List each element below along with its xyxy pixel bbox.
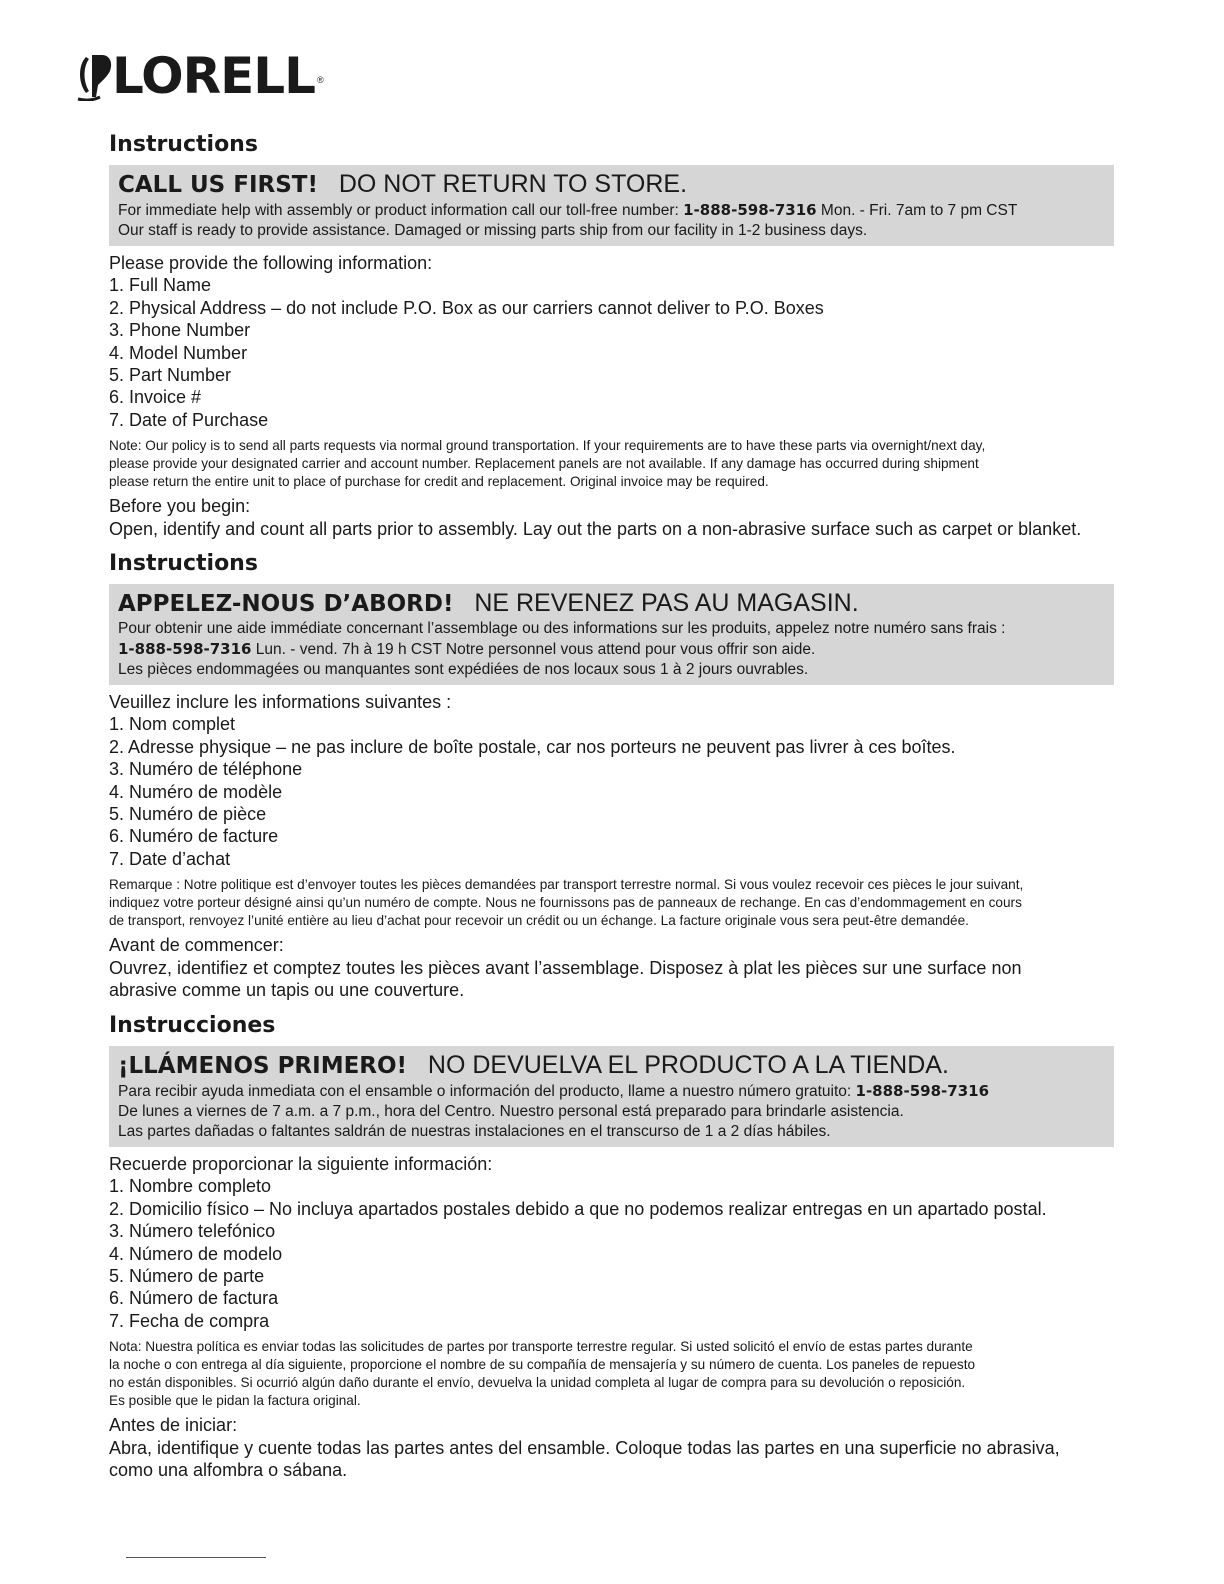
call-line: Les pièces endommagées ou manquantes sont expédiées de nos locaux sous 1 à 2 jours ouvrables.: [118, 661, 809, 678]
phone-number: 1-888-598-7316: [683, 201, 817, 219]
list-item: 4. Numéro de modèle: [109, 781, 283, 802]
policy-note: Note: Our policy is to send all parts requests via normal ground transportation. If your requirements are to have these parts via overnight/next day, please provide your designated carrier and account number. Replacement panels are not available. If any damage has occurred during shipment please return the entire unit to place of purchase for credit and replacement. Original invoice may be required.: [109, 438, 986, 490]
section-title: Instrucciones: [109, 1013, 276, 1038]
call-line: 1-888-598-7316 Lun. - vend. 7h à 19 h CST Notre personnel vous attend pour vous offrir son aide.: [118, 640, 816, 658]
before-text: Open, identify and count all parts prior to assembly. Lay out the parts on a non-abrasive surface such as carpet or blanket.: [109, 518, 1082, 539]
list-item: 3. Número telefónico: [109, 1221, 276, 1242]
list-item: 1. Nom complet: [109, 714, 236, 735]
list-item: 2. Physical Address – do not include P.O. Box as our carriers cannot deliver to P.O. Boxes: [109, 297, 824, 318]
brand-logo: [76, 48, 324, 104]
info-list: [109, 713, 1129, 870]
call-heading: [118, 588, 1105, 619]
call-line: For immediate help with assembly or product information call our toll-free number: 1-888-598-7316 Mon. - Fri. 7am to 7 pm CST: [118, 201, 1018, 219]
info-intro: Veuillez inclure les informations suivantes :: [109, 692, 452, 712]
list-item: 2. Domicilio físico – No incluya apartados postales debido a que no podemos realizar entregas en un apartado postal.: [109, 1198, 1047, 1219]
section-title: Instructions: [109, 551, 258, 576]
list-item: 4. Número de modelo: [109, 1243, 283, 1264]
call-us-box: [109, 165, 1114, 246]
phone-number: 1-888-598-7316: [118, 640, 252, 658]
before-title: Antes de iniciar:: [109, 1415, 238, 1436]
call-line: Para recibir ayuda inmediata con el ensamble o información del producto, llame a nuestro número gratuito: 1-888-598-7316: [118, 1082, 989, 1100]
call-line: Las partes dañadas o faltantes saldrán de nuestras instalaciones en el transcurso de 1 a 2 días hábiles.: [118, 1123, 831, 1140]
list-item: 6. Numéro de facture: [109, 826, 279, 847]
info-intro: Please provide the following information:: [109, 253, 433, 273]
call-heading-bold: CALL US FIRST!: [118, 172, 318, 198]
list-item: 1. Nombre completo: [109, 1176, 272, 1197]
before-text: Ouvrez, identifiez et comptez toutes les pièces avant l’assemblage. Disposez à plat les pièces sur une surface non: [109, 957, 1022, 978]
list-item: 5. Part Number: [109, 365, 232, 386]
call-heading-rest: NE REVENEZ PAS AU MAGASIN.: [474, 589, 859, 617]
list-item: 6. Número de factura: [109, 1288, 279, 1309]
before-title: Before you begin:: [109, 496, 251, 517]
call-us-box: [109, 1046, 1114, 1147]
brand-name: LORELL: [112, 47, 315, 105]
list-item: 2. Adresse physique – ne pas inclure de boîte postale, car nos porteurs ne peuvent pas livrer à ces boîtes.: [109, 736, 956, 757]
list-item: 5. Número de parte: [109, 1266, 265, 1287]
lorell-mark-icon: [76, 51, 114, 101]
call-line: De lunes a viernes de 7 a.m. a 7 p.m., hora del Centro. Nuestro personal está preparado para brindarle asistencia.: [118, 1103, 904, 1120]
section-french: [109, 550, 1129, 1001]
call-heading: [118, 1050, 1105, 1081]
footer-rule: [126, 1557, 266, 1558]
call-heading: [118, 169, 1105, 200]
before-text: como una alfombra o sábana.: [109, 1460, 348, 1481]
section-english: [109, 131, 1129, 540]
before-text: abrasive comme un tapis ou une couverture.: [109, 980, 465, 1001]
call-heading-bold: APPELEZ-NOUS D’ABORD!: [118, 591, 454, 617]
call-us-box: [109, 584, 1114, 685]
list-item: 7. Date of Purchase: [109, 409, 269, 430]
call-line: Our staff is ready to provide assistance. Damaged or missing parts ship from our facility in 1-2 business days.: [118, 222, 868, 239]
call-heading-bold: ¡LLÁMENOS PRIMERO!: [118, 1053, 408, 1079]
before-title: Avant de commencer:: [109, 935, 284, 956]
info-list: [109, 274, 1129, 431]
call-heading-rest: DO NOT RETURN TO STORE.: [338, 170, 688, 198]
policy-note: Nota: Nuestra política es enviar todas las solicitudes de partes por transporte terrestre regular. Si usted solicitó el envío de estas partes durante la noche o con entrega al día siguiente, proporcione el nombre de su compañía de mensajería y su número de cuenta. Los paneles de repuesto no están disponibles. Si ocurrió algún daño durante el envío, devuelva la unidad completa al lugar de compra para su devolución o reposición. Es posible que le pidan la factura original.: [109, 1339, 976, 1409]
list-item: 7. Date d’achat: [109, 848, 231, 869]
info-intro: Recuerde proporcionar la siguiente información:: [109, 1154, 493, 1174]
phone-number: 1-888-598-7316: [855, 1082, 989, 1100]
call-heading-rest: NO DEVUELVA EL PRODUCTO A LA TIENDA.: [427, 1051, 949, 1079]
list-item: 4. Model Number: [109, 342, 248, 363]
registered-mark: ®: [316, 75, 324, 85]
list-item: 3. Numéro de téléphone: [109, 759, 303, 780]
call-line: Pour obtenir une aide immédiate concernant l’assemblage ou des informations sur les produits, appelez notre numéro sans frais :: [118, 620, 1006, 637]
section-spanish: [109, 1012, 1129, 1481]
policy-note: Remarque : Notre politique est d’envoyer toutes les pièces demandées par transport terrestre normal. Si vous voulez recevoir ces pièces le jour suivant, indiquez votre porteur désigné ainsi qu’un numéro de compte. Nous ne fournissons pas de panneaux de rechange. En cas d’endommagement en cours de transport, renvoyez l’unité entière au lieu d’achat pour recevoir un crédit ou un échange. La facture originale vous sera peut-être demandée.: [109, 877, 1024, 929]
info-list: [109, 1175, 1129, 1332]
list-item: 7. Fecha de compra: [109, 1310, 270, 1331]
section-title: Instructions: [109, 132, 258, 157]
list-item: 5. Numéro de pièce: [109, 804, 267, 825]
list-item: 3. Phone Number: [109, 320, 251, 341]
list-item: 1. Full Name: [109, 275, 212, 296]
list-item: 6. Invoice #: [109, 387, 202, 408]
before-text: Abra, identifique y cuente todas las partes antes del ensamble. Coloque todas las partes en una superficie no abrasiva,: [109, 1437, 1060, 1458]
